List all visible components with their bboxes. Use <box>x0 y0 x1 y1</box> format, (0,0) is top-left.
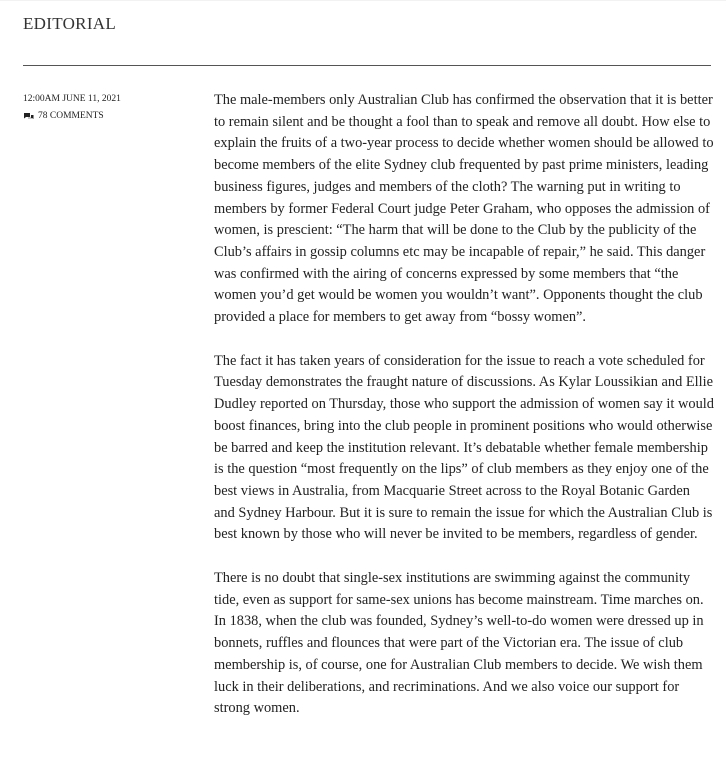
section-label: EDITORIAL <box>23 14 117 33</box>
comments-link[interactable] <box>23 108 121 125</box>
top-border <box>0 0 726 1</box>
article-paragraph: There is no doubt that single-sex institutions are swimming against the community tide, even as support for same-sex unions has become mainstream. Time marches on. In 1838, when the club was founded, Sydney’s well-to-do women were dressed up in bonnets, ruffles and flounces that were part of the Victorian era. The issue of club membership is, of course, one for Australian Club members to decide. We wish them luck in their deliberations, and recriminations. And we also voice our support for strong women. <box>214 570 704 717</box>
comments-count[interactable]: 78 COMMENTS <box>38 111 104 121</box>
article-meta <box>23 91 121 125</box>
comments-icon <box>23 112 34 121</box>
article-body <box>214 90 714 742</box>
article-paragraph: The fact it has taken years of consideration for the issue to reach a vote scheduled for Tuesday demonstrates the fraught nature of discussions. As Kylar Loussikian and Ellie Dudley reported on Thursday, those who support the admission of women say it would boost finances, bring into the club people in prominent positions who would otherwise be barred and keep the institution relevant. It’s debatable whether female membership is the question “most frequently on the lips” of club members as they enjoy one of the best views in Australia, from Macquarie Street across to the Royal Botanic Garden and Sydney Harbour. But it is sure to remain the issue for which the Australian Club is best known by those who will never be invited to be members, regardless of gender. <box>214 352 715 543</box>
publish-datetime: 12:00AM JUNE 11, 2021 <box>23 94 121 104</box>
header-divider <box>23 65 711 66</box>
article-paragraph: The male-members only Australian Club has confirmed the observation that it is better to remain silent and be thought a fool than to speak and remove all doubt. How else to explain the fruits of a two-year process to decide whether women should be allowed to become members of the elite Sydney club frequented by past prime ministers, leading business figures, judges and members of the cloth? The warning put in writing to members by former Federal Court judge Peter Graham, who opposes the admission of women, is prescient: “The harm that will be done to the Club by the publicity of the Club’s affairs in gossip columns etc may be incapable of repair,” he said. This danger was confirmed with the airing of concerns expressed by some members that “the women you’d get would be women you wouldn’t want”. Opponents thought the club provided a place for members to get away from “bossy women”. <box>214 92 714 326</box>
